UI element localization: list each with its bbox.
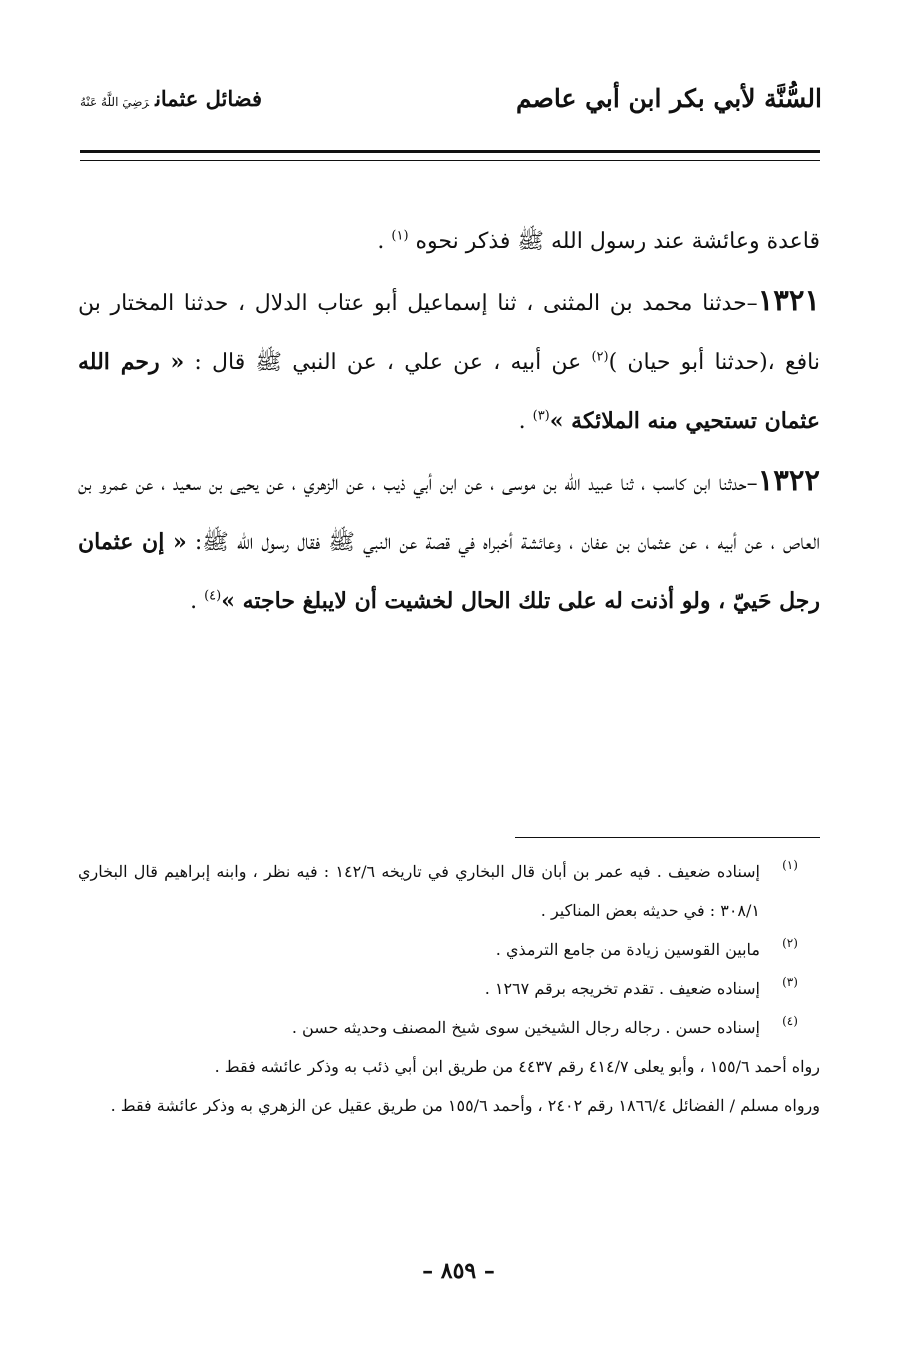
hadith-1322-matn: « إن عثمان رجل حَييّ ، ولو أذنت له على تلك الحال لخشيت أن لايبلغ حاجته » <box>78 529 820 614</box>
carryover-end: . <box>377 229 385 254</box>
footnote-3 <box>78 969 820 1008</box>
footnote-mark: (١) <box>782 858 798 872</box>
hadith-1322-end: . <box>190 589 205 614</box>
running-head <box>80 78 822 118</box>
footnote-1 <box>78 852 820 930</box>
page-number: – ٨٥٩ – <box>422 1258 495 1284</box>
footnote-4-continuation-1: رواه أحمد ١٥٥/٦ ، وأبو يعلى ٤١٤/٧ رقم ٤٤٣٧ من طريق ابن أبي ذئب به وذكر عائشه فقط . <box>214 1057 820 1076</box>
footnote-text: إسناده ضعيف . فيه عمر بن أبان قال البخاري في تاريخه ١٤٢/٦ : فيه نظر ، وابنه إبراهيم قال البخاري ٣٠٨/١ : في حديثه بعض المناكير . <box>78 862 760 920</box>
hadith-1321-matn: « رحم الله عثمان تستحيي منه الملائكة » <box>78 349 820 434</box>
footnote-separator <box>515 837 820 838</box>
honorific: رَضِيَ اللَّهُ عَنْهُ <box>80 94 150 109</box>
footnote-text: إسناده ضعيف . تقدم تخريجه برقم ١٢٦٧ . <box>484 979 760 998</box>
footnote-4-continuation-2: ورواه مسلم / الفضائل ١٨٦٦/٤ رقم ٢٤٠٢ ، وأحمد ١٥٥/٦ من طريق عقيل عن الزهري به وذكر عائشة فقط . <box>110 1096 820 1115</box>
footnote-ref-3: (٣) <box>532 408 550 424</box>
hadith-1322-isnad: –حدثنا ابن كاسب ، ثنا عبيد الله بن موسى ، عن ابن أبي ذيب ، عن الزهري ، عن يحيى بن سعيد ، عن عمرو بن العاص ، عن أبيه ، عن عثمان بن عفان ، وعائشة أخبراه في قصة عن النبي ﷺ فقال رسول الله ﷺ: <box>78 471 820 555</box>
footnote-2 <box>78 930 820 969</box>
hadith-1321-isnad-b: عن أبيه ، عن علي ، عن النبي ﷺ قال : <box>184 350 592 375</box>
main-text <box>78 212 820 631</box>
hadith-number-1322: ١٣٢٢ <box>757 463 820 497</box>
hadith-1322 <box>78 451 820 631</box>
footnote-mark: (٣) <box>782 975 798 989</box>
footnote-text: إسناده حسن . رجاله رجال الشيخين سوى شيخ المصنف وحديثه حسن . <box>291 1018 760 1037</box>
footnote-ref-1: (١) <box>391 228 409 244</box>
carryover-paragraph <box>78 212 820 271</box>
footnote-ref-2: (٢) <box>591 349 609 365</box>
hadith-1321-isnad-a: –حدثنا محمد بن المثنى ، ثنا إسماعيل أبو عتاب الدلال ، حدثنا المختار بن نافع ،(حدثنا أبو حيان ) <box>78 291 821 375</box>
footnotes <box>78 852 820 1125</box>
hadith-number-1321: ١٣٢١ <box>757 283 820 317</box>
section-title <box>80 86 262 111</box>
footnote-text: مابين القوسين زيادة من جامع الترمذي . <box>495 940 760 959</box>
footnote-ref-4: (٤) <box>204 588 222 604</box>
carryover-text: قاعدة وعائشة عند رسول الله ﷺ فذكر نحوه <box>415 229 820 254</box>
header-rule-thin <box>80 160 820 161</box>
section-title-text: فضائل عثمان <box>155 85 263 111</box>
footnote-4 <box>78 1008 820 1047</box>
hadith-1321 <box>78 271 820 451</box>
footnote-mark: (٤) <box>782 1014 798 1028</box>
hadith-1321-end: . <box>518 409 533 434</box>
footnote-mark: (٢) <box>782 936 798 950</box>
header-rule-thick <box>80 150 820 153</box>
book-title: السُّنَّة لأبي بكر ابن أبي عاصم <box>515 83 822 113</box>
